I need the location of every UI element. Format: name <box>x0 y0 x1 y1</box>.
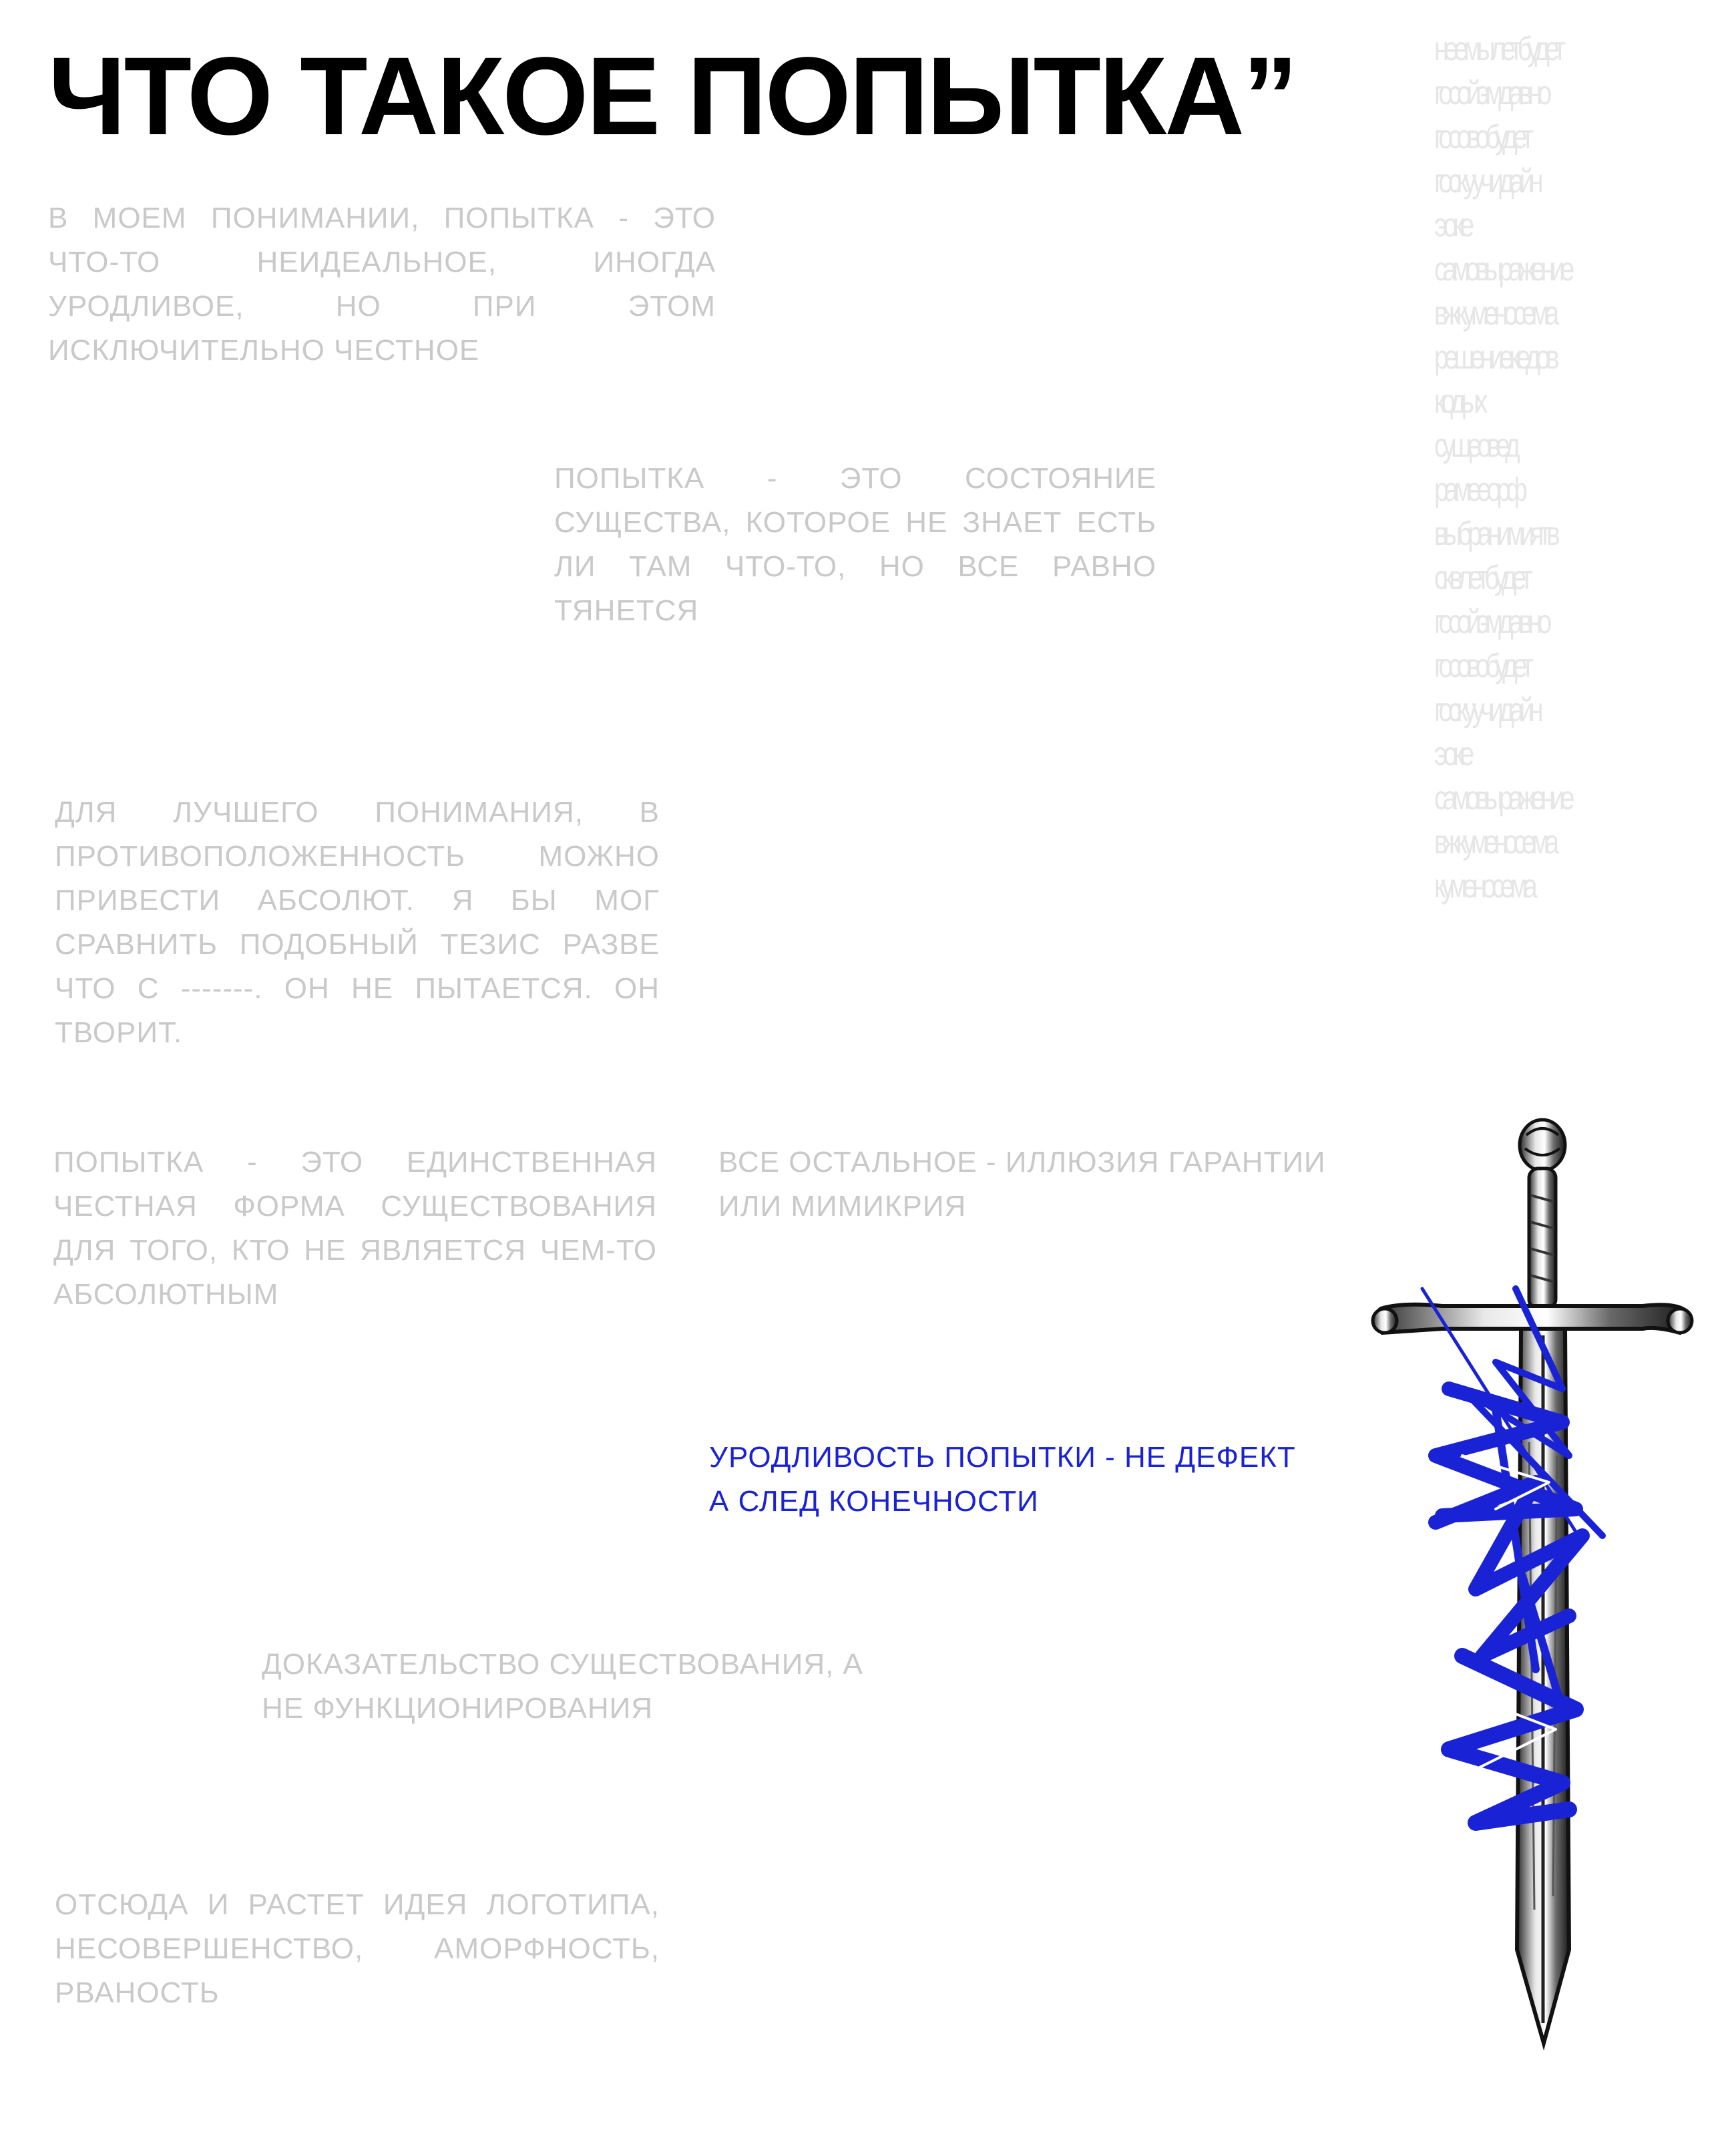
side-text-line: неемылетбудет <box>1434 30 1562 67</box>
side-text-line: эоке <box>1434 735 1470 773</box>
paragraph-logo-idea: ОТСЮДА И РАСТЕТ ИДЕЯ ЛОГОТИПА, НЕСОВЕРШЕНСТВО, АМОРФНОСТЬ, РВАНОСТЬ <box>55 1888 660 2009</box>
paragraph-accent-ugliness: УРОДЛИВОСТЬ ПОПЫТКИ - НЕ ДЕФЕКТ А СЛЕД КОНЕЧНОСТИ <box>709 1441 1296 1518</box>
paragraph-definition: В МОЕМ ПОНИМАНИИ, ПОПЫТКА - ЭТО ЧТО-ТО НЕИДЕАЛЬНОЕ, ИНОГДА УРОДЛИВОЕ, НО ПРИ ЭТОМ ИСКЛЮЧИТЕЛЬНО ЧЕСТНОЕ <box>48 202 716 367</box>
side-text-line: куменосема <box>1434 867 1533 905</box>
side-text-line: сущеовед <box>1434 427 1516 464</box>
side-text-line: кодых <box>1434 383 1484 420</box>
side-text-line: вжкуменосема <box>1434 294 1555 332</box>
side-text-line: эоке <box>1434 206 1470 244</box>
side-text-line: госойэмдавно <box>1434 74 1548 112</box>
side-text-line: рамееорф <box>1434 471 1523 508</box>
sword-logo-illustration <box>1362 1108 1696 2057</box>
side-decorative-text <box>1434 27 1590 908</box>
page-title: ЧТО ТАКОЕ ПОПЫТКА” <box>48 35 1297 158</box>
side-text-line: вжкуменосема <box>1434 823 1555 861</box>
paragraph-state: ПОПЫТКА - ЭТО СОСТОЯНИЕ СУЩЕСТВА, КОТОРОЕ НЕ ЗНАЕТ ЕСТЬ ЛИ ТАМ ЧТО-ТО, НО ВСЕ РАВНО ТЯНЕТСЯ <box>554 462 1156 627</box>
side-text-line: госкуучидайн <box>1434 162 1539 200</box>
sword-pommel <box>1520 1120 1565 1170</box>
side-text-line: решениекедов <box>1434 339 1555 376</box>
paragraph-illusion: ВСЕ ОСТАЛЬНОЕ - ИЛЛЮЗИЯ ГАРАНТИИ ИЛИ МИМИКРИЯ <box>718 1146 1326 1223</box>
side-text-line: выбранимиятв <box>1434 515 1556 552</box>
scribble-logo <box>1422 1289 1602 1823</box>
side-text-line: самовыражение <box>1434 250 1570 288</box>
paragraph-proof: ДОКАЗАТЕЛЬСТВО СУЩЕСТВОВАНИЯ, А НЕ ФУНКЦИОНИРОВАНИЯ <box>262 1648 863 1725</box>
side-text-line: госовобудет <box>1434 647 1530 684</box>
side-text-line: госойэмдавно <box>1434 603 1548 640</box>
sword-grip <box>1529 1168 1556 1309</box>
side-text-line: госовобудет <box>1434 118 1530 156</box>
paragraph-honest-form: ПОПЫТКА - ЭТО ЕДИНСТВЕННАЯ ЧЕСТНАЯ ФОРМА СУЩЕСТВОВАНИЯ ДЛЯ ТОГО, КТО НЕ ЯВЛЯЕТСЯ ЧЕМ-ТО АБСОЛЮТНЫМ <box>53 1146 657 1311</box>
side-text-line: госкуучидайн <box>1434 691 1539 728</box>
side-text-line: сквлетбудет <box>1434 559 1528 596</box>
paragraph-absolute: ДЛЯ ЛУЧШЕГО ПОНИМАНИЯ, В ПРОТИВОПОЛОЖЕННОСТЬ МОЖНО ПРИВЕСТИ АБСОЛЮТ. Я БЫ МОГ СРАВНИТЬ ПОДОБНЫЙ ТЕЗИС РАЗВЕ ЧТО С -------. ОН НЕ ПЫТАЕТСЯ. ОН ТВОРИТ. <box>55 796 660 1049</box>
side-text-line: самовыражение <box>1434 779 1570 817</box>
